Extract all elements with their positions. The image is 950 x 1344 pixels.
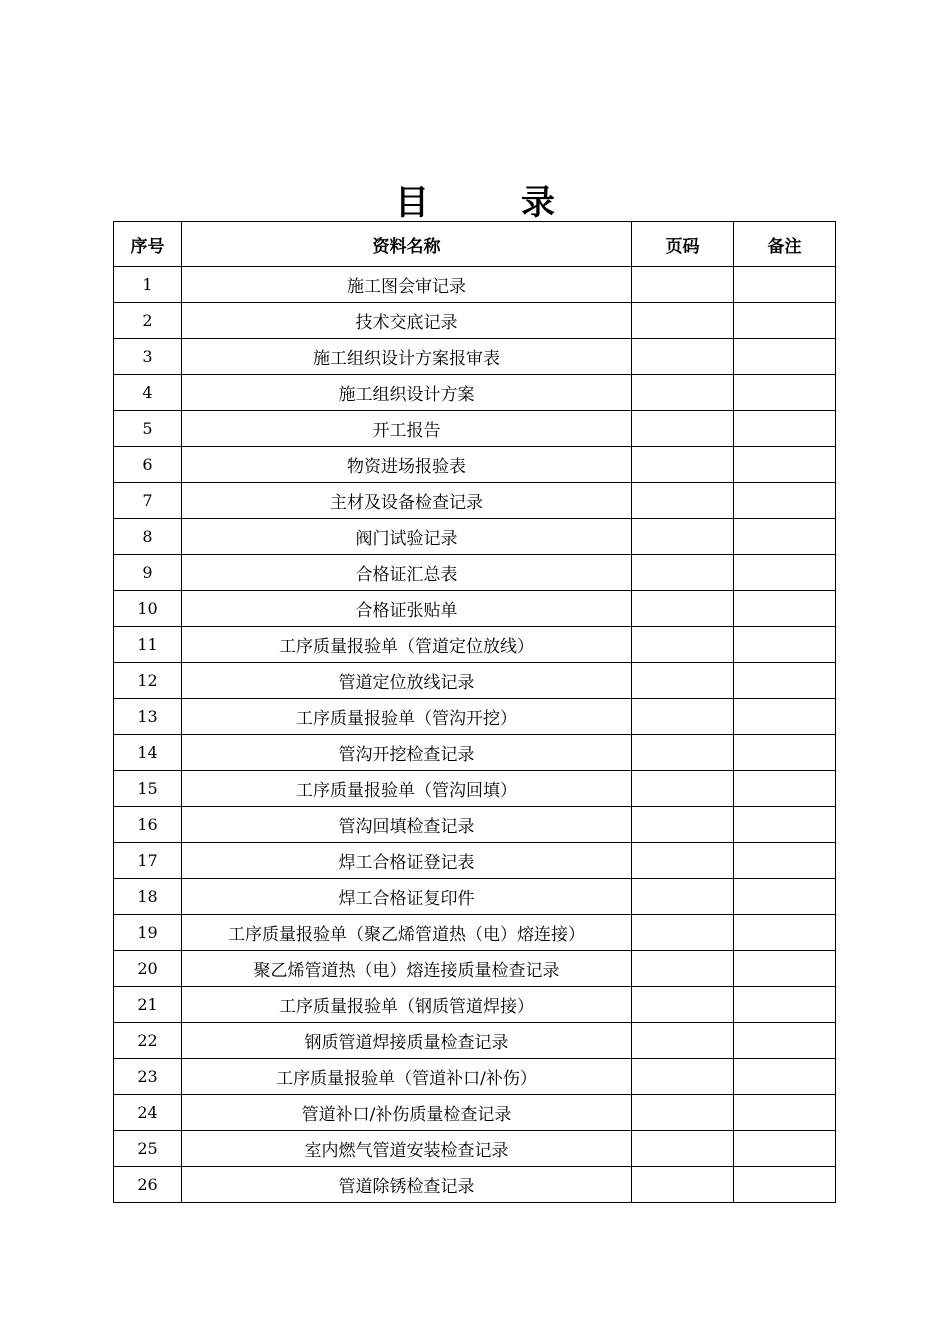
page-title-char-1: 目 xyxy=(395,183,429,223)
row-page-number xyxy=(632,879,734,915)
row-serial-number: 4 xyxy=(114,375,182,411)
row-serial-number: 8 xyxy=(114,519,182,555)
row-page-number xyxy=(632,735,734,771)
row-page-number xyxy=(632,807,734,843)
row-document-name: 技术交底记录 xyxy=(182,303,632,339)
row-page-number xyxy=(632,663,734,699)
row-serial-number: 23 xyxy=(114,1059,182,1095)
table-row xyxy=(114,987,836,1023)
row-page-number xyxy=(632,1023,734,1059)
row-remarks xyxy=(734,915,836,951)
row-serial-number: 16 xyxy=(114,807,182,843)
row-serial-number: 17 xyxy=(114,843,182,879)
row-document-name: 管道补口/补伤质量检查记录 xyxy=(182,1095,632,1131)
row-page-number xyxy=(632,555,734,591)
table-row xyxy=(114,267,836,303)
row-serial-number: 12 xyxy=(114,663,182,699)
row-document-name: 开工报告 xyxy=(182,411,632,447)
row-document-name: 聚乙烯管道热（电）熔连接质量检查记录 xyxy=(182,951,632,987)
row-remarks xyxy=(734,951,836,987)
row-document-name: 工序质量报验单（管道定位放线） xyxy=(182,627,632,663)
row-document-name: 工序质量报验单（钢质管道焊接） xyxy=(182,987,632,1023)
row-serial-number: 3 xyxy=(114,339,182,375)
row-document-name: 施工组织设计方案 xyxy=(182,375,632,411)
table-row xyxy=(114,627,836,663)
table-body xyxy=(114,267,836,1203)
row-page-number xyxy=(632,1167,734,1203)
table-row xyxy=(114,843,836,879)
row-document-name: 工序质量报验单（管道补口/补伤） xyxy=(182,1059,632,1095)
row-page-number xyxy=(632,483,734,519)
row-remarks xyxy=(734,1059,836,1095)
row-remarks xyxy=(734,1131,836,1167)
row-document-name: 室内燃气管道安装检查记录 xyxy=(182,1131,632,1167)
row-serial-number: 11 xyxy=(114,627,182,663)
table-row xyxy=(114,663,836,699)
row-remarks xyxy=(734,519,836,555)
row-remarks xyxy=(734,843,836,879)
row-page-number xyxy=(632,627,734,663)
row-page-number xyxy=(632,519,734,555)
table-row xyxy=(114,1095,836,1131)
row-remarks xyxy=(734,483,836,519)
row-serial-number: 10 xyxy=(114,591,182,627)
table-row xyxy=(114,1023,836,1059)
table-row xyxy=(114,519,836,555)
table-row xyxy=(114,1131,836,1167)
row-page-number xyxy=(632,339,734,375)
table-row xyxy=(114,807,836,843)
row-remarks xyxy=(734,735,836,771)
row-remarks xyxy=(734,879,836,915)
row-serial-number: 9 xyxy=(114,555,182,591)
row-serial-number: 24 xyxy=(114,1095,182,1131)
row-page-number xyxy=(632,951,734,987)
row-remarks xyxy=(734,771,836,807)
row-document-name: 管道除锈检查记录 xyxy=(182,1167,632,1203)
row-serial-number: 26 xyxy=(114,1167,182,1203)
row-document-name: 合格证张贴单 xyxy=(182,591,632,627)
row-document-name: 阀门试验记录 xyxy=(182,519,632,555)
row-remarks xyxy=(734,375,836,411)
row-document-name: 钢质管道焊接质量检查记录 xyxy=(182,1023,632,1059)
row-remarks xyxy=(734,555,836,591)
row-remarks xyxy=(734,987,836,1023)
row-document-name: 施工组织设计方案报审表 xyxy=(182,339,632,375)
row-remarks xyxy=(734,663,836,699)
table-row xyxy=(114,699,836,735)
row-serial-number: 15 xyxy=(114,771,182,807)
row-remarks xyxy=(734,591,836,627)
row-serial-number: 2 xyxy=(114,303,182,339)
row-serial-number: 25 xyxy=(114,1131,182,1167)
row-remarks xyxy=(734,1167,836,1203)
row-page-number xyxy=(632,267,734,303)
row-remarks xyxy=(734,807,836,843)
table-row xyxy=(114,447,836,483)
row-remarks xyxy=(734,303,836,339)
header-page-number: 页码 xyxy=(632,222,734,267)
row-remarks xyxy=(734,699,836,735)
row-remarks xyxy=(734,447,836,483)
row-document-name: 工序质量报验单（聚乙烯管道热（电）熔连接） xyxy=(182,915,632,951)
row-document-name: 物资进场报验表 xyxy=(182,447,632,483)
table-row xyxy=(114,915,836,951)
table-row xyxy=(114,375,836,411)
row-page-number xyxy=(632,843,734,879)
row-remarks xyxy=(734,411,836,447)
table-row xyxy=(114,339,836,375)
table-row xyxy=(114,411,836,447)
table-row xyxy=(114,591,836,627)
row-document-name: 施工图会审记录 xyxy=(182,267,632,303)
row-page-number xyxy=(632,447,734,483)
page-title-char-2: 录 xyxy=(521,183,555,223)
table-row xyxy=(114,555,836,591)
row-remarks xyxy=(734,1023,836,1059)
row-document-name: 管沟回填检查记录 xyxy=(182,807,632,843)
row-document-name: 工序质量报验单（管沟开挖） xyxy=(182,699,632,735)
row-serial-number: 1 xyxy=(114,267,182,303)
row-document-name: 合格证汇总表 xyxy=(182,555,632,591)
row-document-name: 工序质量报验单（管沟回填） xyxy=(182,771,632,807)
table-row xyxy=(114,771,836,807)
row-document-name: 焊工合格证复印件 xyxy=(182,879,632,915)
row-document-name: 管沟开挖检查记录 xyxy=(182,735,632,771)
table-row xyxy=(114,951,836,987)
row-page-number xyxy=(632,699,734,735)
row-serial-number: 20 xyxy=(114,951,182,987)
row-document-name: 焊工合格证登记表 xyxy=(182,843,632,879)
row-serial-number: 22 xyxy=(114,1023,182,1059)
table-row xyxy=(114,1167,836,1203)
row-page-number xyxy=(632,591,734,627)
row-serial-number: 14 xyxy=(114,735,182,771)
row-page-number xyxy=(632,1059,734,1095)
row-remarks xyxy=(734,267,836,303)
row-document-name: 主材及设备检查记录 xyxy=(182,483,632,519)
row-page-number xyxy=(632,771,734,807)
row-page-number xyxy=(632,915,734,951)
row-remarks xyxy=(734,339,836,375)
row-page-number xyxy=(632,411,734,447)
row-remarks xyxy=(734,1095,836,1131)
row-page-number xyxy=(632,987,734,1023)
row-page-number xyxy=(632,1131,734,1167)
table-row xyxy=(114,1059,836,1095)
table-row xyxy=(114,303,836,339)
row-serial-number: 7 xyxy=(114,483,182,519)
row-page-number xyxy=(632,1095,734,1131)
row-page-number xyxy=(632,375,734,411)
header-serial-number: 序号 xyxy=(114,222,182,267)
row-remarks xyxy=(734,627,836,663)
header-document-name: 资料名称 xyxy=(182,222,632,267)
row-serial-number: 21 xyxy=(114,987,182,1023)
row-page-number xyxy=(632,303,734,339)
contents-table xyxy=(113,221,836,1203)
table-row xyxy=(114,879,836,915)
table-header-row xyxy=(114,222,836,267)
row-serial-number: 5 xyxy=(114,411,182,447)
row-serial-number: 19 xyxy=(114,915,182,951)
table-row xyxy=(114,735,836,771)
header-remarks: 备注 xyxy=(734,222,836,267)
row-serial-number: 6 xyxy=(114,447,182,483)
row-serial-number: 13 xyxy=(114,699,182,735)
table-row xyxy=(114,483,836,519)
row-document-name: 管道定位放线记录 xyxy=(182,663,632,699)
row-serial-number: 18 xyxy=(114,879,182,915)
